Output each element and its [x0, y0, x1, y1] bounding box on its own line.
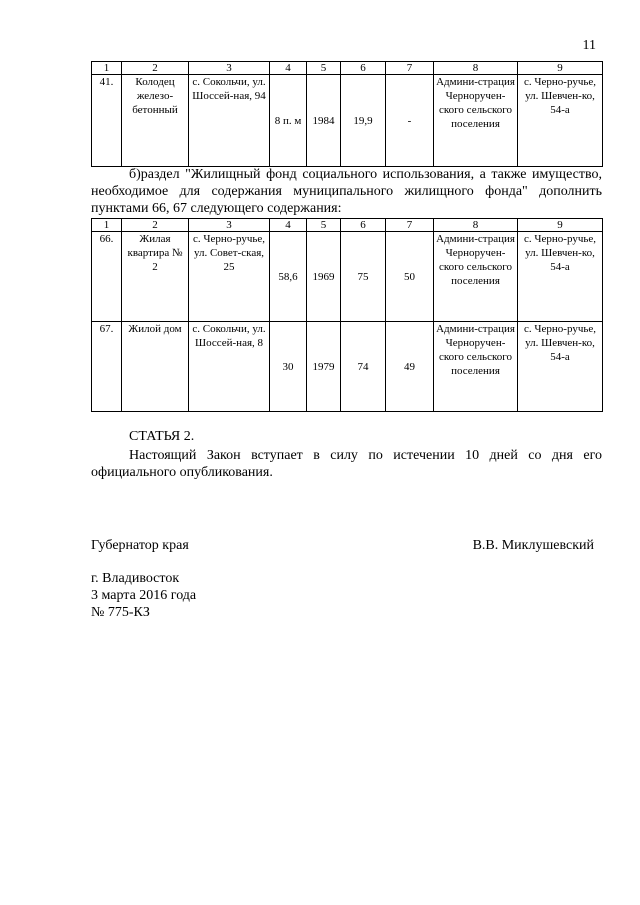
cell-col7: 50	[386, 232, 434, 322]
table-row	[92, 322, 603, 412]
signature-name: В.В. Миклушевский	[472, 538, 594, 553]
cell-col4: 30	[270, 322, 307, 412]
cell-owner-address: с. Черно-ручье, ул. Шевчен-ко, 54-а	[518, 232, 603, 322]
table-row	[92, 75, 603, 167]
header-cell: 4	[270, 219, 307, 232]
cell-col5: 1984	[307, 75, 341, 167]
cell-col5: 1969	[307, 232, 341, 322]
footer-date: 3 марта 2016 года	[91, 588, 197, 603]
header-cell: 5	[307, 219, 341, 232]
header-cell: 6	[341, 62, 386, 75]
cell-col7: 49	[386, 322, 434, 412]
cell-col4: 8 п. м	[270, 75, 307, 167]
footer-city: г. Владивосток	[91, 571, 180, 586]
table-row	[92, 232, 603, 322]
cell-address: с. Сокольчи, ул. Шоссей-ная, 8	[189, 322, 270, 412]
cell-col7: -	[386, 75, 434, 167]
header-cell: 1	[92, 62, 122, 75]
header-cell: 3	[189, 62, 270, 75]
cell-col5: 1979	[307, 322, 341, 412]
section-b-paragraph	[91, 166, 602, 217]
cell-name: Жилой дом	[122, 322, 189, 412]
header-cell: 1	[92, 219, 122, 232]
cell-number: 41.	[92, 75, 122, 167]
header-cell: 7	[386, 62, 434, 75]
cell-owner-address: с. Черно-ручье, ул. Шевчен-ко, 54-а	[518, 75, 603, 167]
cell-address: с. Черно-ручье, ул. Совет-ская, 25	[189, 232, 270, 322]
table-header-row	[92, 62, 603, 75]
article-text: Настоящий Закон вступает в силу по истечении 10 дней со дня его официального опубликования.	[91, 448, 602, 480]
header-cell: 3	[189, 219, 270, 232]
property-table-1	[91, 61, 603, 167]
header-cell: 4	[270, 62, 307, 75]
signature-position: Губернатор края	[91, 538, 189, 553]
header-cell: 2	[122, 219, 189, 232]
cell-owner: Админи-страция Черноручен-ского сельского поселения	[434, 75, 518, 167]
header-cell: 8	[434, 219, 518, 232]
cell-address: с. Сокольчи, ул. Шоссей-ная, 94	[189, 75, 270, 167]
article-paragraph	[91, 447, 602, 481]
property-table-2	[91, 218, 603, 412]
footer-law-number: № 775-КЗ	[91, 605, 150, 620]
cell-number: 66.	[92, 232, 122, 322]
article-title: СТАТЬЯ 2.	[129, 429, 195, 444]
cell-col6: 75	[341, 232, 386, 322]
cell-col6: 19,9	[341, 75, 386, 167]
cell-col6: 74	[341, 322, 386, 412]
cell-col4: 58,6	[270, 232, 307, 322]
header-cell: 2	[122, 62, 189, 75]
header-cell: 6	[341, 219, 386, 232]
section-b-text: б)раздел "Жилищный фонд социального использования, а также имущество, необходимое для содержания муниципального жилищного фонда" дополнить пунктами 66, 67 следующего содержания:	[91, 167, 602, 216]
cell-name: Колодец железо-бетонный	[122, 75, 189, 167]
cell-name: Жилая квартира № 2	[122, 232, 189, 322]
header-cell: 9	[518, 62, 603, 75]
header-cell: 5	[307, 62, 341, 75]
header-cell: 8	[434, 62, 518, 75]
cell-owner-address: с. Черно-ручье, ул. Шевчен-ко, 54-а	[518, 322, 603, 412]
page-number: 11	[582, 38, 596, 53]
cell-owner: Админи-страция Черноручен-ского сельского поселения	[434, 322, 518, 412]
header-cell: 7	[386, 219, 434, 232]
header-cell: 9	[518, 219, 603, 232]
table-header-row	[92, 219, 603, 232]
cell-number: 67.	[92, 322, 122, 412]
cell-owner: Админи-страция Черноручен-ского сельского поселения	[434, 232, 518, 322]
